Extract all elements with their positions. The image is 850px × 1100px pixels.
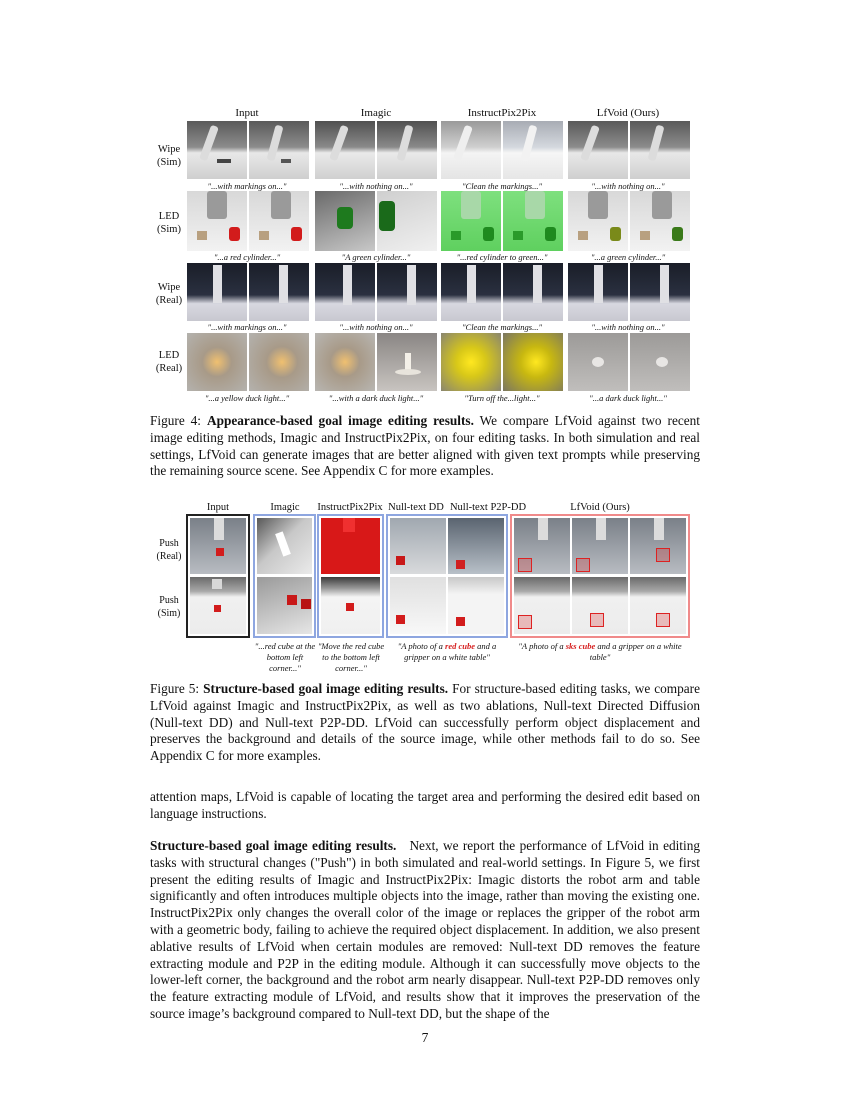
fig5-image-sim-lfvoid-b [572,577,628,634]
fig5-image-real-imagic [257,518,312,574]
fig5-image-sim-nulltext-p2p-dd [448,577,504,634]
fig5-prompt-lfvoid: "A photo of a sks cube and a gripper on a white table" [518,641,682,662]
fig4-prompt-r3-ip2p: "Clean the markings..." [461,322,543,332]
fig5-prompt-imagic: "...red cube at the bottom left corner..." [254,641,316,673]
fig4-image-wipe-sim-ip2p-a [441,121,501,179]
fig4-image-wipe-real-input-b [249,263,309,321]
fig5-image-sim-nulltext-dd [390,577,446,634]
fig4-image-led-sim-imagic-a [315,191,375,251]
fig5-image-real-nulltext-dd [390,518,446,574]
fig4-prompt-r2-input: "...a red cylinder..." [213,252,281,262]
fig4-prompt-r2-lfvoid: "...a green cylinder..." [590,252,666,262]
fig4-image-wipe-sim-imagic-a [315,121,375,179]
fig5-image-real-lfvoid-b [572,518,628,574]
fig4-prompt-r3-imagic: "...with nothing on..." [339,322,413,332]
fig4-prompt-r1-imagic: "...with nothing on..." [339,181,413,191]
fig4-image-led-real-input-b [249,333,309,391]
fig5-image-real-lfvoid-c [630,518,686,574]
fig4-image-led-sim-input-a [187,191,247,251]
fig4-prompt-r1-ip2p: "Clean the markings..." [461,181,543,191]
fig4-image-wipe-sim-lfvoid-b [630,121,690,179]
fig5-col-nulltext-dd: Null-text DD [388,502,444,513]
fig4-image-wipe-sim-input-b [249,121,309,179]
fig4-image-led-real-input-a [187,333,247,391]
fig5-image-sim-lfvoid-c [630,577,686,634]
fig4-prompt-r1-input: "...with markings on..." [207,181,287,191]
fig4-prompt-r4-input: "...a yellow duck light..." [204,393,290,403]
fig4-image-led-real-imagic-b [377,333,437,391]
fig4-prompt-r2-imagic: "A green cylinder..." [341,252,411,262]
fig5-col-instructpix2pix: InstructPix2Pix [317,502,383,513]
body-paragraph-2: Structure-based goal image editing results. Next, we report the performance of LfVoid in editing tasks with structural changes ("Push") in both simulated and real-world settings. In Figure 5, we first present the editing results of Imagic and InstructPix2Pix: Imagic distorts the robot arm and table significantly and often introduces multiple objects into the image, rather than moving the existing one. InstructPix2Pix only changes the overall color of the image or replaces the gripper of the robot arm with a geometric body, failing to achieve the required object displacement. In addition, we also present ablative results of LfVoid when certain modules are removed: Null-text DD removes the feature extracting module and P2P in the editing module. Although it can successfully move objects to the lower-left corner, the background and the robot arm nearly disappear. Null-text P2P-DD removes only the feature extracting module of LfVoid, and results show that it improves the preservation of the source image’s background compared to Null-text DD, but the shape of the [150,838,704,1021]
fig4-image-wipe-real-imagic-a [315,263,375,321]
fig4-image-wipe-sim-ip2p-b [503,121,563,179]
fig5-col-nulltext-p2p-dd: Null-text P2P-DD [449,502,527,513]
fig5-image-real-ip2p [321,518,380,574]
fig4-col-imagic: Imagic [360,107,392,119]
fig4-image-wipe-sim-imagic-b [377,121,437,179]
fig4-prompt-r4-lfvoid: "...a dark duck light..." [589,393,667,403]
fig5-col-lfvoid: LfVoid (Ours) [570,502,630,513]
fig4-col-instructpix2pix: InstructPix2Pix [467,107,537,119]
fig5-image-real-input [190,518,246,574]
fig4-image-wipe-real-lfvoid-a [568,263,628,321]
fig5-image-sim-ip2p [321,577,380,634]
fig4-prompt-r1-lfvoid: "...with nothing on..." [591,181,665,191]
fig5-prompt-instructpix2pix: "Move the red cube to the bottom left corner..." [317,641,385,673]
fig4-image-wipe-real-lfvoid-b [630,263,690,321]
fig5-col-input: Input [206,502,230,513]
fig4-image-led-sim-lfvoid-a [568,191,628,251]
body-paragraph-1: attention maps, LfVoid is capable of locating the target area and performing the desired edit based on language instructions. [150,789,700,821]
fig4-prompt-r3-lfvoid: "...with nothing on..." [591,322,665,332]
fig4-row-label-led-real: LED (Real) [155,350,183,374]
fig4-image-led-real-lfvoid-b [630,333,690,391]
fig4-image-wipe-sim-input-a [187,121,247,179]
page-number: 7 [421,1030,429,1045]
fig5-image-real-lfvoid-a [514,518,570,574]
fig4-image-led-real-imagic-a [315,333,375,391]
fig4-col-input: Input [235,107,259,119]
fig5-prompt-nulltext: "A photo of a red cube and a gripper on a white table" [397,641,497,662]
fig4-prompt-r3-input: "...with markings on..." [207,322,287,332]
fig4-image-led-real-ip2p-a [441,333,501,391]
figure-5-caption: Figure 5: Structure-based goal image editing results. For structure-based editing tasks, we compare LfVoid against Imagic and InstructPix2Pix, as well as two ablations, Null-text Directed Diffusion (Null-text DD) and Null-text P2P-DD. LfVoid can successfully perform object displacement and preserves the background and details of the source image, while other methods fail to do so. See Appendix C for more examples. [150,681,701,764]
fig4-image-led-sim-ip2p-b [503,191,563,251]
fig5-row-label-push-real: Push (Real) [156,538,182,562]
fig4-row-label-wipe-real: Wipe (Real) [155,282,183,306]
fig4-image-wipe-real-ip2p-a [441,263,501,321]
fig4-prompt-r2-ip2p: "...red cylinder to green..." [456,252,548,262]
fig5-col-imagic: Imagic [270,502,300,513]
fig5-image-sim-lfvoid-a [514,577,570,634]
figure-4-caption: Figure 4: Appearance-based goal image editing results. We compare LfVoid against two recent image editing methods, Imagic and InstructPix2Pix, on four editing tasks. In both simulation and real settings, LfVoid can generate images that are better aligned with given text prompts while preserving the remaining source scene. See Appendix C for more examples. [150,413,701,479]
fig4-image-led-sim-input-b [249,191,309,251]
fig4-image-led-real-lfvoid-a [568,333,628,391]
fig4-row-label-led-sim: LED (Sim) [157,211,181,235]
fig4-image-led-sim-ip2p-a [441,191,501,251]
fig4-image-wipe-real-ip2p-b [503,263,563,321]
fig4-row-label-wipe-sim: Wipe (Sim) [157,144,181,168]
fig4-image-wipe-real-input-a [187,263,247,321]
fig4-prompt-r4-imagic: "...with a dark duck light..." [328,393,424,403]
fig5-image-sim-imagic [257,577,312,634]
fig4-image-led-sim-lfvoid-b [630,191,690,251]
fig4-prompt-r4-ip2p: "Turn off the...light..." [464,393,540,403]
fig5-image-sim-input [190,577,246,634]
fig5-row-label-push-sim: Push (Sim) [157,595,181,619]
fig4-image-wipe-real-imagic-b [377,263,437,321]
fig5-image-real-nulltext-p2p-dd [448,518,504,574]
fig4-image-led-real-ip2p-b [503,333,563,391]
fig4-image-led-sim-imagic-b [377,191,437,251]
fig4-image-wipe-sim-lfvoid-a [568,121,628,179]
fig4-col-lfvoid: LfVoid (Ours) [596,107,660,119]
